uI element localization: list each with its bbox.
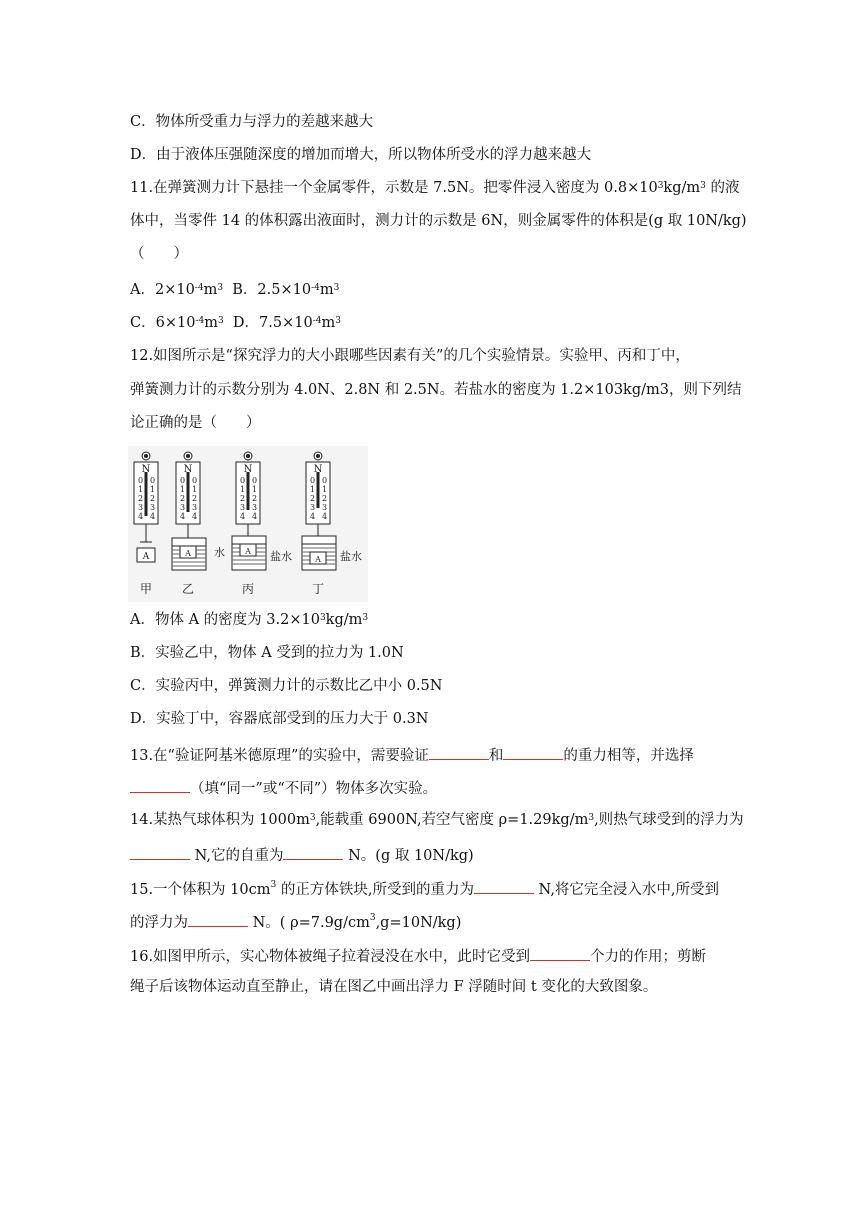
q11-sup: 3 — [700, 181, 706, 191]
q15-line1: 15.一个体积为 $10cm^3$ 的正方体铁块,所受到的重力为 N,将它完全浸入水中,所受到 — [130, 877, 740, 900]
label-ding: 丁 — [311, 582, 325, 596]
scale-n-label: N — [313, 464, 323, 475]
q11-stem-line2: 体中，当零件 14 的体积露出液面时，测力计的示数是 6N，则金属零件的体积是(g 取 10N/kg) — [130, 213, 747, 229]
q11-option-a: A．$2\times 10^{-4}m^3$ — [130, 282, 224, 298]
svg-text:0: 0 — [240, 476, 246, 485]
svg-text:0: 0 — [252, 476, 258, 485]
svg-text:4: 4 — [192, 512, 198, 521]
object-a-label: A — [142, 552, 150, 562]
q12-stem-line3: 论正确的是（ ） — [130, 415, 261, 431]
q13-line2: （填“同一”或“不同”）物体多次实验。 — [130, 776, 740, 799]
q12-stem-line1: 12.如图所示是“探究浮力的大小跟哪些因素有关”的几个实验情景。实验甲、丙和丁中， — [130, 348, 690, 364]
svg-text:2: 2 — [138, 494, 144, 503]
svg-text:2: 2 — [240, 494, 246, 503]
q12-option-a: A．物体 A 的密度为 $3.2\times 10^3kg/m^3$ — [130, 612, 369, 628]
answer-blank[interactable] — [130, 843, 190, 860]
svg-text:2: 2 — [150, 494, 156, 503]
q11-text: 11.在弹簧测力计下悬挂一个金属零件，示数是 7.5N。把零件浸入密度为 0.8×10 — [130, 180, 658, 196]
object-a-label: A — [245, 547, 251, 556]
svg-text:4: 4 — [310, 512, 316, 521]
object-a-label: A — [315, 555, 321, 564]
answer-blank[interactable] — [474, 877, 534, 894]
scale-n-label: N — [183, 464, 193, 475]
q11-text: kg/m — [663, 180, 701, 196]
q12-option-b: B．实验乙中，物体 A 受到的拉力为 1.0N — [130, 645, 404, 661]
svg-text:0: 0 — [192, 476, 198, 485]
label-yi: 乙 — [181, 582, 195, 596]
answer-blank[interactable] — [188, 910, 248, 927]
scale-n-label: N — [243, 464, 253, 475]
svg-text:1: 1 — [240, 485, 246, 494]
svg-text:1: 1 — [322, 485, 328, 494]
svg-text:0: 0 — [180, 476, 186, 485]
svg-text:3: 3 — [322, 503, 328, 512]
svg-text:2: 2 — [180, 494, 186, 503]
svg-text:3: 3 — [252, 503, 258, 512]
label-jia: 甲 — [139, 582, 153, 596]
svg-text:0: 0 — [310, 476, 316, 485]
answer-blank[interactable] — [130, 776, 190, 793]
svg-text:0: 0 — [322, 476, 328, 485]
svg-text:0: 0 — [138, 476, 144, 485]
svg-text:4: 4 — [138, 512, 144, 521]
q11-stem-line1 — [130, 178, 740, 198]
q16-line1: 16.如图甲所示，实心物体被绳子拉着浸没在水中，此时它受到 个力的作用；剪断 — [130, 944, 740, 967]
q16-line2: 绳子后该物体运动直至静止，请在图乙中画出浮力 F 浮随时间 t 变化的大致图象。 — [130, 979, 658, 995]
q14-line2: N,它的自重为 N。(g 取 10N/kg) — [130, 843, 740, 866]
q13-line1: 13.在“验证阿基米德原理”的实验中，需要验证 和 的重力相等，并选择 — [130, 743, 740, 766]
answer-blank[interactable] — [503, 743, 563, 760]
q11-stem-line3: （ ） — [130, 246, 188, 262]
q11-text: 的液 — [705, 180, 740, 196]
answer-blank[interactable] — [283, 843, 343, 860]
liquid-label-saltwater: 盐水 — [340, 550, 362, 563]
q12-stem-line2: 弹簧测力计的示数分别为 4.0N、2.8N 和 2.5N。若盐水的密度为 1.2×103kg/m3，则下列结 — [130, 382, 742, 398]
svg-text:1: 1 — [150, 485, 156, 494]
svg-text:1: 1 — [138, 485, 144, 494]
object-a-label: A — [185, 549, 191, 558]
svg-text:1: 1 — [192, 485, 198, 494]
scale-n-label: N — [141, 464, 151, 475]
label-bing: 丙 — [241, 582, 255, 596]
q11-options-ab — [130, 280, 740, 300]
q15-line2: 的浮力为 N。( $\rho=7.9g/cm^3,g=10N/kg$) — [130, 910, 740, 933]
svg-text:3: 3 — [150, 503, 156, 512]
q10-option-c: C．物体所受重力与浮力的差越来越大 — [130, 114, 374, 130]
svg-text:2: 2 — [310, 494, 316, 503]
svg-text:3: 3 — [310, 503, 316, 512]
svg-text:2: 2 — [192, 494, 198, 503]
q12-option-c: C．实验丙中，弹簧测力计的示数比乙中小 0.5N — [130, 678, 443, 694]
q11-option-c: C．$6\times 10^{-4}m^3$ — [130, 315, 224, 331]
svg-text:4: 4 — [240, 512, 246, 521]
q11-option-d: D．$7.5\times 10^{-4}m^3$ — [232, 315, 341, 331]
q11-options-cd — [130, 313, 740, 333]
svg-text:3: 3 — [192, 503, 198, 512]
svg-text:1: 1 — [180, 485, 186, 494]
answer-blank[interactable] — [530, 944, 590, 961]
svg-text:0: 0 — [150, 476, 156, 485]
q12-option-d: D．实验丁中，容器底部受到的压力大于 0.3N — [130, 711, 429, 727]
answer-blank[interactable] — [429, 743, 489, 760]
svg-text:3: 3 — [180, 503, 186, 512]
spring-scale-figure — [128, 446, 368, 602]
q11-sup: 3 — [657, 181, 664, 191]
liquid-label-water: 水 — [214, 546, 225, 559]
svg-text:3: 3 — [138, 503, 144, 512]
q10-option-d: D．由于液体压强随深度的增加而增大，所以物体所受水的浮力越来越大 — [130, 147, 592, 163]
svg-text:2: 2 — [322, 494, 328, 503]
svg-text:2: 2 — [252, 494, 258, 503]
svg-text:3: 3 — [240, 503, 246, 512]
svg-text:4: 4 — [252, 512, 258, 521]
q14-line1: 14.某热气球体积为 $1000m^3$,能载重 6900N,若空气密度 $\rho=1.29kg/m^3$,则热气球受到的浮力为 — [130, 812, 744, 828]
svg-text:4: 4 — [322, 512, 328, 521]
q11-option-b: B．$2.5\times 10^{-4}m^3$ — [232, 282, 340, 298]
svg-text:1: 1 — [310, 485, 316, 494]
svg-text:4: 4 — [150, 512, 156, 521]
svg-text:1: 1 — [252, 485, 258, 494]
svg-text:4: 4 — [180, 512, 186, 521]
liquid-label-saltwater: 盐水 — [270, 550, 292, 563]
